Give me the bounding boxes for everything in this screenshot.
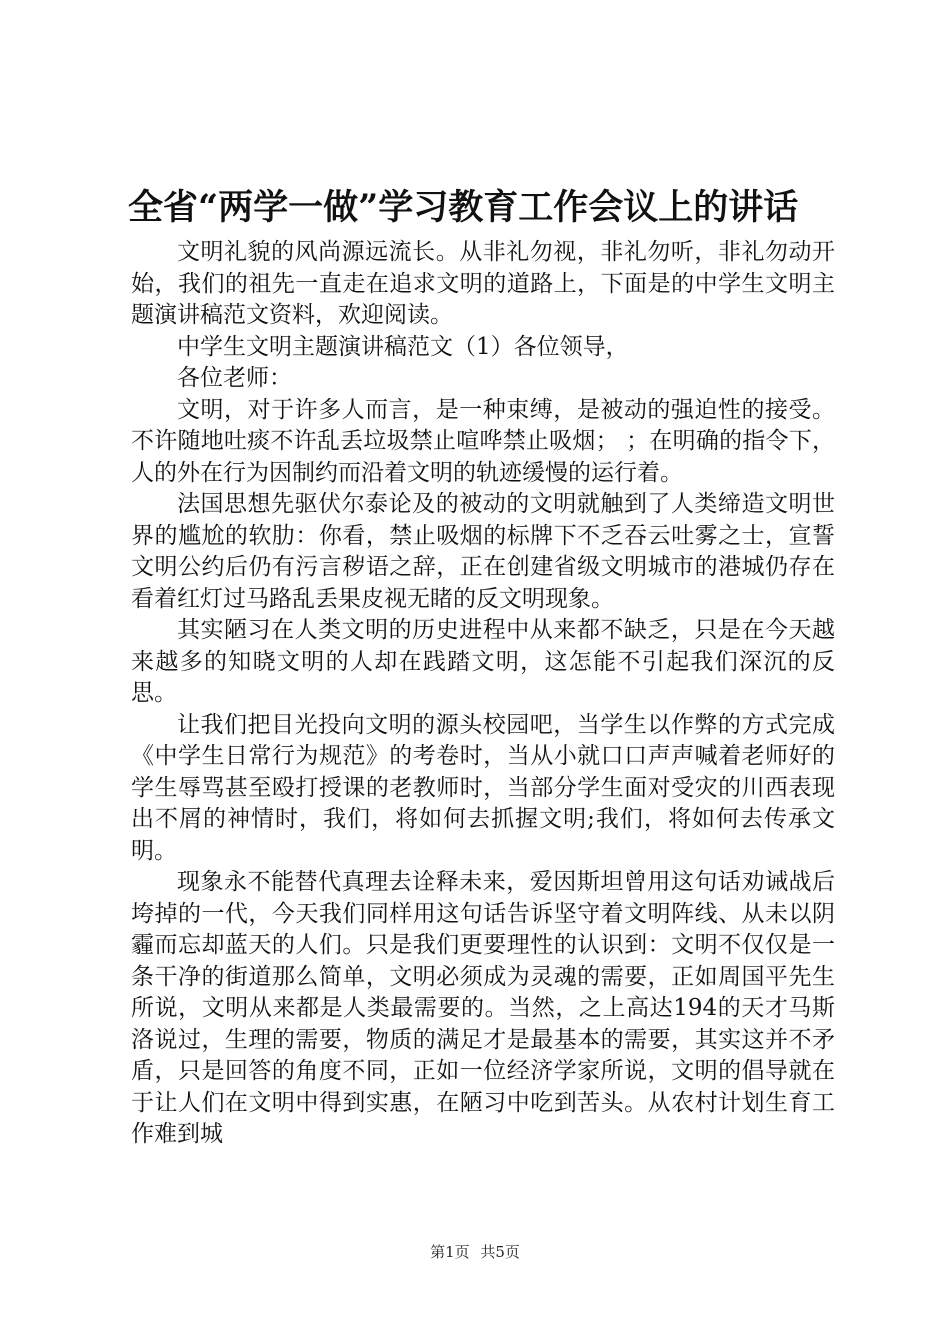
- paragraph: 现象永不能替代真理去诠释未来，爱因斯坦曾用这句话劝诫战后垮掉的一代，今天我们同样用这句话告诉坚守着文明阵线、从未以阴霾而忘却蓝天的人们。只是我们更要理性的认识到：文明不仅仅是一条干净的街道那么简单，文明必须成为灵魂的需要，正如周国平先生所说，文明从来都是人类最需要的。当然，之上高达194的天才马斯洛说过，生理的需要，物质的满足才是最基本的需要，其实这并不矛盾，只是回答的角度不同，正如一位经济学家所说，文明的倡导就在于让人们在文明中得到实惠，在陋习中吃到苦头。从农村计划生育工作难到城: [131, 869, 835, 1147]
- paragraph: 文明，对于许多人而言，是一种束缚，是被动的强迫性的接受。不许随地吐痰不许乱丢垃圾禁止喧哗禁止吸烟； ；在明确的指令下，人的外在行为因制约而沿着文明的轨迹缓慢的运行着。: [131, 396, 835, 486]
- paragraph: 中学生文明主题演讲稿范文（1）各位领导，: [177, 333, 629, 360]
- paragraph: 让我们把目光投向文明的源头校园吧，当学生以作弊的方式完成《中学生日常行为规范》的考卷时，当从小就口口声声喊着老师好的学生辱骂甚至殴打授课的老教师时，当部分学生面对受灾的川西表现出不屑的神情时，我们，将如何去抓握文明;我们，将如何去传承文明。: [131, 711, 835, 864]
- page-number: 第1页: [430, 1243, 470, 1261]
- paragraph: 各位老师：: [177, 365, 292, 391]
- paragraph: 法国思想先驱伏尔泰论及的被动的文明就触到了人类缔造文明世界的尴尬的软肋：你看，禁止吸烟的标牌下不乏吞云吐雾之士，宣誓文明公约后仍有污言秽语之辞，正在创建省级文明城市的港城仍存在看着红灯过马路乱丢果皮视无睹的反文明现象。: [131, 491, 835, 612]
- document-body: [131, 237, 835, 1151]
- page-footer: [0, 1242, 950, 1262]
- document-title: 全省“两学一做”学习教育工作会议上的讲话: [128, 187, 799, 228]
- paragraph: 文明礼貌的风尚源远流长。从非礼勿视，非礼勿听，非礼勿动开始，我们的祖先一直走在追求文明的道路上，下面是的中学生文明主题演讲稿范文资料，欢迎阅读。: [131, 239, 835, 328]
- paragraph: 其实陋习在人类文明的历史进程中从来都不缺乏，只是在今天越来越多的知晓文明的人却在践踏文明，这怎能不引起我们深沉的反思。: [131, 617, 835, 706]
- page-total: 共5页: [480, 1243, 520, 1261]
